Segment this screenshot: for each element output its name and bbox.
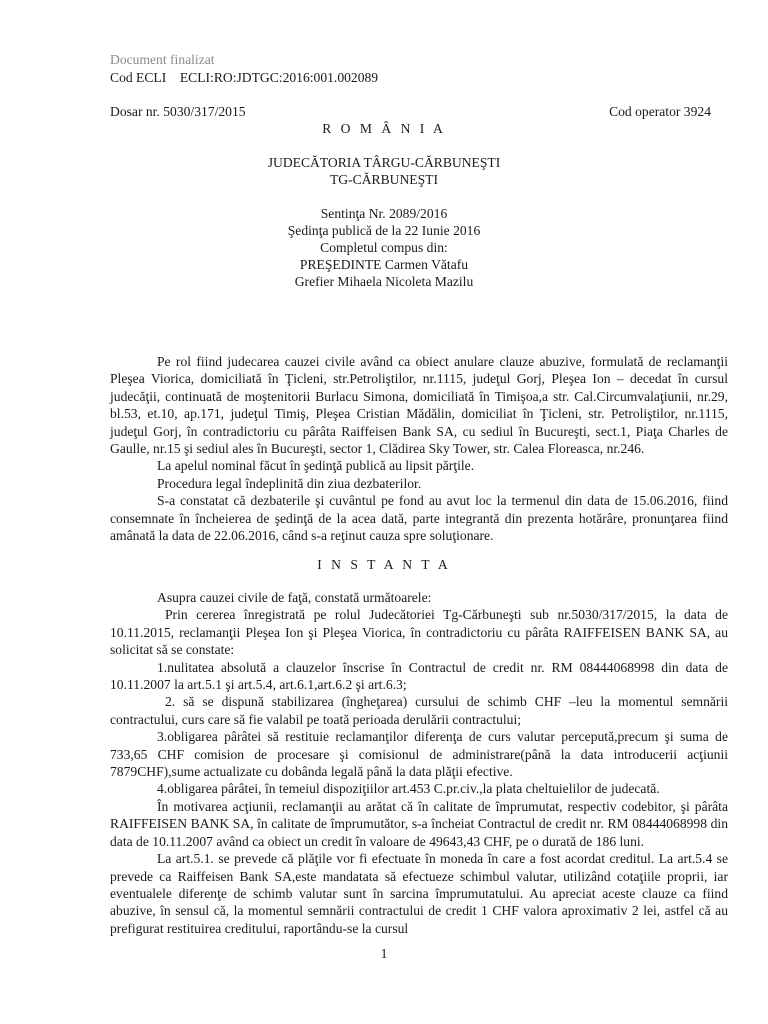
paragraph: 3.obligarea pârâtei să restituie reclamanţilor diferenţa de curs valutar percepută,precum şi suma de 733,65 CHF comision de procesare şi comisionul de administrare(până la data introducerii acţiunii 7879CHF),sume actualizate cu dobânda legală până la data plăţii efective. [110, 729, 728, 780]
page-number: 1 [380, 946, 388, 961]
president-name: PREŞEDINTE Carmen Vătafu [299, 257, 469, 272]
paragraph: În motivarea acţiunii, reclamanţii au arătat că în calitate de împrumutat, respectiv codebitor, şi pârâta RAIFFEISEN BANK SA, în calitate de împrumutător, s-a încheiat Contractul de credit nr. RM 08444068998 din data de 10.11.2007 având ca obiect un credit în valoare de 49643,43 CHF, pe o durată de 186 luni. [110, 798, 728, 849]
paragraph: S-a constatat că dezbaterile şi cuvântul pe fond au avut loc la termenul din data de 15.06.2016, fiind consemnate în încheierea de şedinţă de la acea dată, parte integrantă din prezenta hotărâre, pronunţarea fiind amânată la data de 22.06.2016, când s-a reţinut cauza spre soluţionare. [110, 493, 728, 544]
paragraph: La apelul nominal făcut în şedinţă publică au lipsit părţile. [157, 458, 475, 474]
country-heading: R O M Â N I A [322, 121, 446, 136]
paragraph: Procedura legal îndeplinită din ziua dezbaterilor. [157, 475, 422, 491]
paragraph: Pe rol fiind judecarea cauzei civile având ca obiect anulare clauze abuzive, formulată de reclamanţii Pleşea Viorica, domiciliată în Ţicleni, str.Petroliştilor, nr.1115, judeţul Gorj, Pleşea Ion – decedat în cursul judecăţii, continuată de moştenitorii Burlacu Simona, domiciliată în Timişoa,a str. Cal.Circumvalaţiunii, nr.29, bl.53, et.10, ap.171, judeţul Timiş, Pleşea Cristian Mădălin, domiciliat în Ţicleni, str. Petroliştilor, nr.1115, judeţul Gorj, în contradictoriu cu pârâta Raiffeisen Bank SA, cu sediul în Bucureşti, sect.1, Piaţa Charles de Gaulle, nr.15 şi sediul ales în Bucureşti, sector 1, Clădirea Sky Tower, str. Calea Floreasca, nr.246. [110, 354, 728, 457]
ecli-label: Cod ECLI [110, 70, 167, 85]
court-name: JUDECĂTORIA TÂRGU-CĂRBUNEŞTI [267, 155, 501, 170]
panel-heading: Completul compus din: [320, 240, 448, 255]
paragraph: 2. să se dispună stabilizarea (îngheţarea) cursului de schimb CHF –leu la momentul semnării contractului, curs care să fie valabil pe toată perioada derulării contractului; [110, 694, 728, 727]
court-city: TG-CĂRBUNEŞTI [330, 172, 438, 187]
clerk-name: Grefier Mihaela Nicoleta Mazilu [294, 274, 474, 289]
paragraph: La art.5.1. se prevede că plăţile vor fi efectuate în moneda în care a fost acordat creditul. La art.5.4 se prevede ca Raiffeisen Bank SA,este mandatata să efectueze schimbul valutar, utilizând cotaţiile proprii, iar eventualele diferenţe de schimb valutar sunt în sarcina împrumutatului. Au apreciat aceste clauze ca fiind abuzive, în sensul că, la momentul semnării contractului de credit 1 CHF valora aproximativ 2 lei, astfel că au prefigurat restituirea creditului, raportându-se la cursul [110, 851, 728, 936]
status-watermark: Document finalizat [110, 52, 215, 67]
session-date: Şedinţa publică de la 22 Iunie 2016 [287, 223, 481, 238]
ecli-line [110, 69, 378, 87]
instanta-heading: I N S T A N T A [317, 557, 451, 572]
paragraph: 4.obligarea pârâtei, în temeiul dispoziţiilor art.453 C.pr.civ.,la plata cheltuielilor de judecată. [157, 781, 660, 797]
paragraph: 1.nulitatea absolută a clauzelor înscrise în Contractul de credit nr. RM 08444068998 din data de 10.11.2007 la art.5.1 şi art.5.4, art.6.1,art.6.2 şi art.6.3; [110, 659, 728, 693]
case-body [110, 589, 728, 937]
paragraph: Prin cererea înregistrată pe rolul Judecătoriei Tg-Cărbuneşti sub nr.5030/317/2015, la data de 10.11.2015, reclamanţii Pleşea Ion şi Pleşea Viorica, în contradictoriu cu pârâta RAIFFEISEN BANK SA, au solicitat să se constate: [110, 607, 728, 658]
operator-code: Cod operator 3924 [609, 104, 711, 119]
dosar-number: Dosar nr. 5030/317/2015 [110, 104, 246, 119]
ecli-value: ECLI:RO:JDTGC:2016:001.002089 [179, 70, 379, 85]
sentence-number: Sentinţa Nr. 2089/2016 [320, 206, 448, 221]
case-intro [110, 353, 728, 544]
paragraph: Asupra cauzei civile de faţă, constată următoarele: [157, 590, 432, 605]
